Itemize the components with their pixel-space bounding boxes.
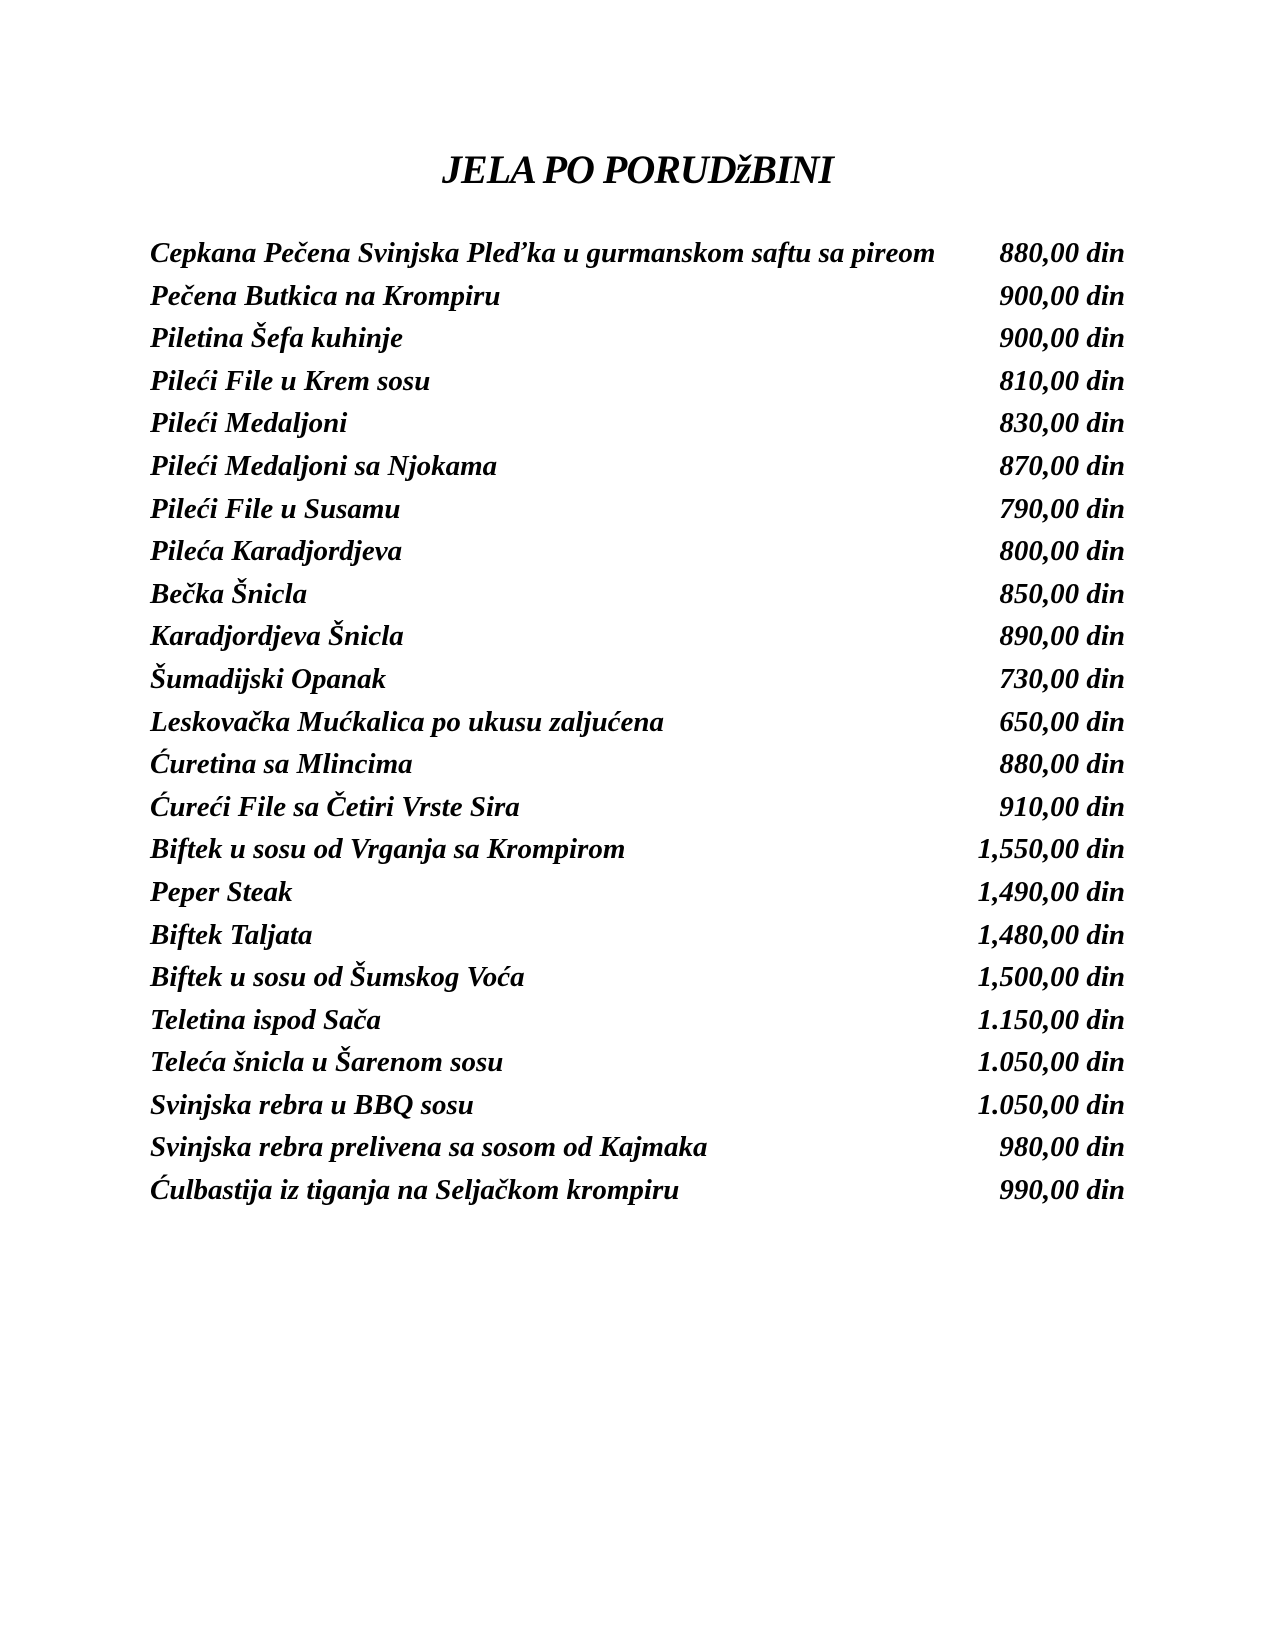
item-price: 1,490,00 din	[977, 875, 1125, 908]
menu-item	[150, 232, 1125, 275]
item-price: 990,00 din	[999, 1174, 1125, 1207]
item-name: Ćuretina sa Mlincima	[150, 748, 413, 781]
menu-list	[150, 232, 1125, 1212]
item-name: Biftek u sosu od Vrganja sa Krompirom	[150, 833, 626, 866]
menu-title: JELA PO PORUDžBINI	[442, 147, 833, 192]
item-price: 650,00 din	[999, 705, 1125, 738]
menu-item	[150, 1084, 1125, 1127]
menu-item	[150, 402, 1125, 445]
item-price: 1,480,00 din	[977, 918, 1125, 951]
item-name: Pileći File u Susamu	[150, 492, 401, 525]
item-name: Pileći File u Krem sosu	[150, 364, 431, 397]
menu-item	[150, 1169, 1125, 1212]
item-price: 790,00 din	[999, 492, 1125, 525]
item-name: Biftek Taljata	[150, 918, 313, 951]
menu-item	[150, 530, 1125, 573]
item-price: 1.050,00 din	[977, 1088, 1125, 1121]
menu-item	[150, 871, 1125, 914]
item-price: 1.050,00 din	[977, 1046, 1125, 1079]
item-name: Pileći Medaljoni	[150, 407, 348, 440]
item-price: 1,550,00 din	[977, 833, 1125, 866]
item-price: 900,00 din	[999, 322, 1125, 355]
menu-item	[150, 999, 1125, 1042]
item-name: Karadjordjeva Šnicla	[150, 620, 404, 653]
menu-item	[150, 956, 1125, 999]
menu-item	[150, 360, 1125, 403]
item-name: Teletina ispod Sača	[150, 1003, 381, 1036]
item-name: Ćulbastija iz tiganja na Seljačkom krompiru	[150, 1174, 680, 1207]
menu-item	[150, 786, 1125, 829]
menu-item	[150, 914, 1125, 957]
item-price: 830,00 din	[999, 407, 1125, 440]
menu-item	[150, 275, 1125, 318]
item-price: 730,00 din	[999, 662, 1125, 695]
menu-item	[150, 701, 1125, 744]
item-name: Ćureći File sa Četiri Vrste Sira	[150, 790, 520, 823]
item-price: 980,00 din	[999, 1131, 1125, 1164]
item-name: Šumadijski Opanak	[150, 662, 387, 695]
menu-item	[150, 573, 1125, 616]
item-price: 890,00 din	[999, 620, 1125, 653]
item-name: Biftek u sosu od Šumskog Voća	[150, 961, 525, 994]
item-price: 810,00 din	[999, 364, 1125, 397]
item-price: 1,500,00 din	[977, 961, 1125, 994]
item-name: Peper Steak	[150, 875, 293, 908]
item-name: Svinjska rebra u BBQ sosu	[150, 1088, 474, 1121]
menu-item	[150, 445, 1125, 488]
item-name: Leskovačka Mućkalica po ukusu zaljućena	[150, 705, 664, 738]
item-name: Piletina Šefa kuhinje	[150, 322, 403, 355]
item-price: 870,00 din	[999, 449, 1125, 482]
item-name: Cepkana Pečena Svinjska Pleďka u gurmanskom saftu sa pireom	[150, 237, 936, 269]
item-name: Pileća Karadjordjeva	[150, 535, 403, 568]
item-price: 880,00 din	[999, 748, 1125, 781]
item-name: Pileći Medaljoni sa Njokama	[150, 449, 498, 482]
item-name: Pečena Butkica na Krompiru	[150, 279, 501, 312]
menu-item	[150, 828, 1125, 871]
item-name: Bečka Šnicla	[150, 577, 308, 610]
item-price: 910,00 din	[999, 790, 1125, 823]
item-price: 1.150,00 din	[977, 1003, 1125, 1036]
menu-item	[150, 317, 1125, 360]
item-price: 800,00 din	[999, 535, 1125, 568]
item-price: 850,00 din	[999, 577, 1125, 610]
menu-item	[150, 1126, 1125, 1169]
menu-item	[150, 743, 1125, 786]
item-price: 880,00 din	[999, 237, 1125, 269]
menu-item	[150, 615, 1125, 658]
item-name: Svinjska rebra prelivena sa sosom od Kajmaka	[150, 1131, 708, 1164]
menu-item	[150, 658, 1125, 701]
menu-item	[150, 1041, 1125, 1084]
item-price: 900,00 din	[999, 279, 1125, 312]
item-name: Teleća šnicla u Šarenom sosu	[150, 1046, 504, 1079]
menu-item	[150, 488, 1125, 531]
